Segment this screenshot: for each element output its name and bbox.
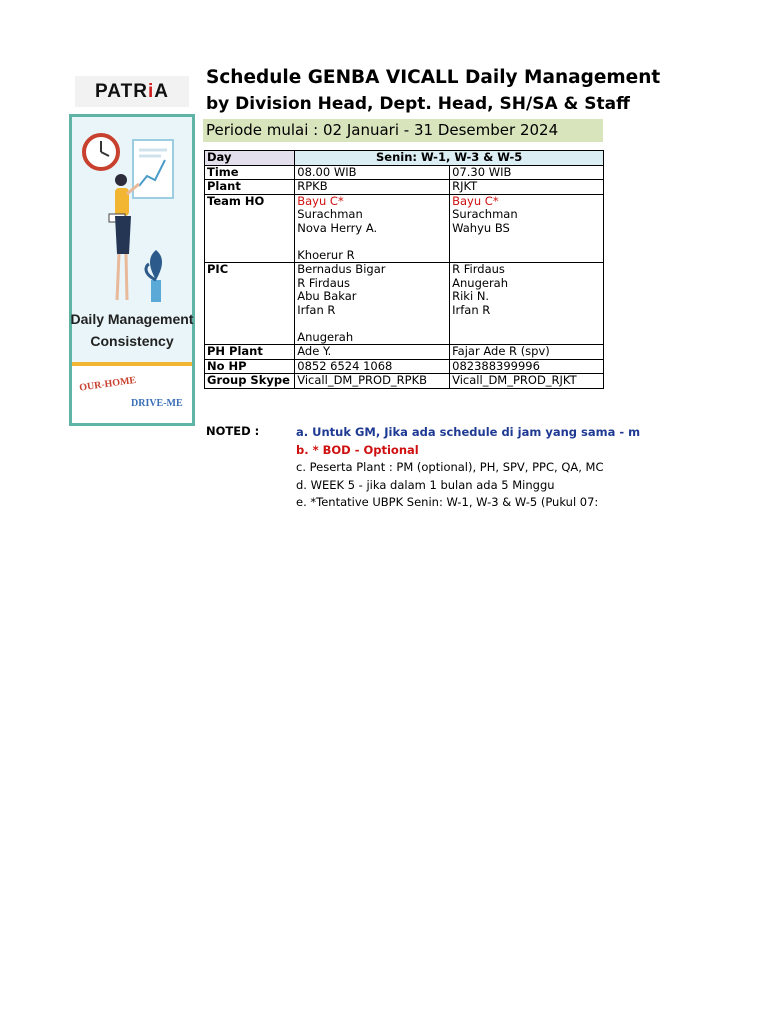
patria-logo: PATRiA: [75, 76, 189, 107]
poster-line1: Daily Management: [70, 311, 194, 327]
pic-member: Irfan R: [297, 302, 336, 317]
note-b: b. * BOD - Optional: [296, 442, 419, 457]
label-no-hp: No HP: [205, 359, 295, 374]
cell-plant: RPKB: [295, 180, 450, 195]
label-time: Time: [205, 165, 295, 180]
daily-management-poster: [69, 114, 195, 426]
note-a: a. Untuk GM, Jika ada schedule di jam yang sama - m: [296, 425, 641, 439]
row-plant: [205, 180, 604, 195]
row-group-skype: [205, 374, 604, 389]
pic-member: Anugerah: [452, 275, 509, 290]
team-ho-member: [297, 235, 447, 249]
notes-list: [296, 424, 641, 512]
pic-member: Abu Bakar: [297, 289, 357, 303]
pic-member: [297, 317, 447, 331]
page-subtitle: by Division Head, Dept. Head, SH/SA & Staff: [206, 94, 630, 114]
pic-member: [452, 317, 601, 331]
pic-member: Bernadus Bigar: [297, 262, 386, 276]
poster-badge2: DRIVE-ME: [131, 398, 183, 409]
pic-member: Riki N.: [452, 289, 490, 303]
label-group-skype: Group Skype: [205, 374, 295, 389]
team-ho-lead: Bayu C*: [297, 193, 344, 208]
pic-member: Irfan R: [452, 302, 491, 317]
poster-line2: Consistency: [90, 333, 174, 349]
label-ph-plant: PH Plant: [205, 345, 295, 360]
label-plant: Plant: [205, 180, 295, 195]
note-c: c. Peserta Plant : PM (optional), PH, SPV, PPC, QA, MC: [296, 460, 604, 474]
cell-group-skype: Vicall_DM_PROD_RPKB: [295, 374, 450, 389]
row-no-hp: [205, 359, 604, 374]
schedule-table: [204, 150, 604, 389]
noted-label: NOTED :: [206, 424, 260, 438]
cell-group-skype: Vicall_DM_PROD_RJKT: [450, 374, 604, 389]
team-ho-member: Surachman: [297, 207, 363, 221]
cell-pic: [450, 263, 604, 345]
cell-ph-plant: Fajar Ade R (spv): [450, 345, 604, 360]
poster-badge1: OUR-HOME: [78, 374, 137, 394]
pic-member: R Firdaus: [452, 262, 505, 276]
pic-member: [452, 331, 601, 345]
cell-time: 07.30 WIB: [450, 165, 604, 180]
note-e: e. *Tentative UBPK Senin: W-1, W-3 & W-5 (Pukul 07:: [296, 495, 599, 509]
period-banner: Periode mulai : 02 Januari - 31 Desember 2024: [203, 119, 603, 142]
cell-ph-plant: Ade Y.: [295, 345, 450, 360]
row-ph-plant: [205, 345, 604, 360]
team-ho-member: Wahyu BS: [452, 220, 510, 235]
cell-no-hp: 082388399996: [450, 359, 604, 374]
team-ho-member: Surachman: [452, 207, 518, 221]
cell-team-ho: [295, 194, 450, 263]
cell-pic: [295, 263, 450, 345]
cell-team-ho: [450, 194, 604, 263]
team-ho-member: [452, 235, 601, 249]
team-ho-member: Nova Herry A.: [297, 220, 378, 235]
team-ho-member: Khoerur R: [297, 247, 355, 262]
pic-member: Anugerah: [297, 329, 354, 344]
chart-board-icon: [133, 140, 173, 198]
label-team-ho: Team HO: [205, 194, 295, 263]
cell-no-hp: 0852 6524 1068: [295, 359, 450, 374]
team-ho-member: [452, 249, 601, 263]
note-d: d. WEEK 5 - jika dalam 1 bulan ada 5 Minggu: [296, 477, 555, 492]
cell-plant: RJKT: [450, 180, 604, 195]
row-time: [205, 165, 604, 180]
page-title: Schedule GENBA VICALL Daily Management: [206, 67, 661, 88]
clock-icon: [84, 135, 118, 169]
row-day: [205, 151, 604, 166]
label-day: Day: [205, 151, 295, 166]
label-pic: PIC: [205, 263, 295, 345]
cell-time: 08.00 WIB: [295, 165, 450, 180]
team-ho-lead: Bayu C*: [452, 193, 499, 208]
day-value: Senin: W-1, W-3 & W-5: [295, 151, 604, 166]
row-team-ho: [205, 194, 604, 263]
pic-member: R Firdaus: [297, 275, 351, 290]
row-pic: [205, 263, 604, 345]
